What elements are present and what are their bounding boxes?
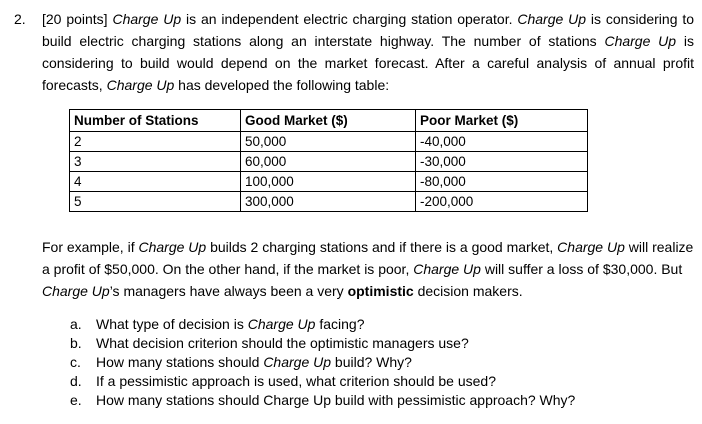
question-label: b. — [70, 335, 82, 351]
table-header-row — [70, 110, 588, 132]
intro-text-2: is considering to build electric charging stations along an interstate highway. The number of stations — [42, 11, 695, 49]
header-good-market: Good Market ($) — [241, 110, 416, 132]
company-name: Charge Up — [106, 77, 175, 93]
question-label: e. — [70, 392, 82, 408]
table-row — [70, 152, 588, 172]
question-label: a. — [70, 316, 82, 332]
cell-poor-market: -30,000 — [416, 152, 588, 172]
company-name: Charge Up — [138, 239, 207, 255]
cell-good-market: 100,000 — [241, 172, 416, 192]
cell-poor-market: -200,000 — [416, 192, 588, 212]
example-text-2: builds 2 charging stations and if there is a good market, — [206, 239, 558, 255]
company-name: Charge Up — [557, 239, 625, 255]
problem-number: 2. — [14, 11, 26, 27]
question-label: d. — [70, 373, 82, 389]
cell-good-market: 50,000 — [241, 132, 416, 152]
company-name: Charge Up — [263, 354, 332, 370]
question-text-end: build? Why? — [331, 354, 412, 370]
example-text-1: For example, if — [42, 239, 139, 255]
intro-text-1: is an independent electric charging station operator. — [181, 11, 518, 27]
header-number-of-stations: Number of Stations — [70, 110, 241, 132]
question-item — [70, 391, 690, 410]
points-label: [20 points] — [42, 11, 108, 27]
question-text: What decision criterion should the optimistic managers use? — [96, 335, 469, 351]
example-text-5: ’s managers have always been a very — [109, 283, 348, 299]
question-list — [70, 315, 690, 410]
payoff-table — [69, 109, 588, 212]
company-name: Charge Up — [112, 11, 182, 27]
cell-stations: 3 — [70, 152, 241, 172]
cell-poor-market: -80,000 — [416, 172, 588, 192]
question-label: c. — [70, 354, 81, 370]
company-name: Charge Up — [413, 261, 481, 277]
question-text: If a pessimistic approach is used, what criterion should be used? — [96, 373, 496, 389]
company-name: Charge Up — [517, 11, 587, 27]
table-row — [70, 192, 588, 212]
problem-statement — [14, 8, 694, 96]
cell-stations: 5 — [70, 192, 241, 212]
cell-good-market: 60,000 — [241, 152, 416, 172]
table-row — [70, 172, 588, 192]
cell-stations: 4 — [70, 172, 241, 192]
question-item — [70, 372, 690, 391]
optimistic-emphasis: optimistic — [347, 283, 414, 299]
company-name: Charge Up — [42, 283, 110, 299]
header-poor-market: Poor Market ($) — [416, 110, 588, 132]
problem-intro — [42, 8, 694, 96]
question-text: What type of decision is — [96, 316, 248, 332]
cell-poor-market: -40,000 — [416, 132, 588, 152]
cell-good-market: 300,000 — [241, 192, 416, 212]
company-name: Charge Up — [604, 33, 677, 49]
example-text-3: will realize a profit of $50,000. On the other hand, if the market is poor, — [42, 239, 694, 277]
question-text: How many stations should — [96, 354, 264, 370]
intro-text-3: is considering to build would depend on the market forecast. After a careful analysis of annual profit forecasts, — [42, 33, 694, 93]
question-text: How many stations should Charge Up build with pessimistic approach? Why? — [96, 392, 576, 408]
question-text-end: facing? — [315, 316, 365, 332]
example-text-6: decision makers. — [413, 283, 523, 299]
table-row — [70, 132, 588, 152]
example-paragraph — [42, 236, 694, 302]
question-item — [70, 353, 690, 372]
question-item — [70, 315, 690, 334]
example-text-4: will suffer a loss of $30,000. But — [480, 261, 683, 277]
question-item — [70, 334, 690, 353]
company-name: Charge Up — [247, 316, 316, 332]
intro-text-4: has developed the following table: — [174, 77, 390, 93]
cell-stations: 2 — [70, 132, 241, 152]
